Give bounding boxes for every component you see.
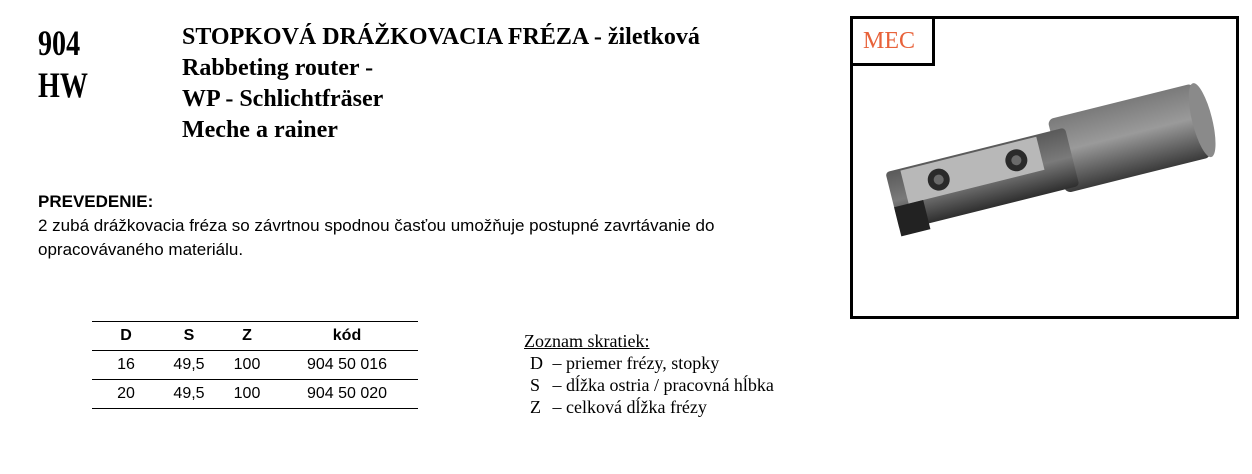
abbr-key: D — [530, 353, 543, 373]
specs-header-row — [92, 322, 418, 351]
brand-logo: MEC — [850, 16, 935, 66]
description-text: 2 zubá drážkovacia fréza so závrtnou spodnou časťou umožňuje postupné zavrtávanie do opracovávaného materiálu. — [38, 216, 715, 259]
header-z: Z — [218, 322, 276, 351]
product-titles — [182, 22, 700, 146]
cell-code: 904 50 016 — [276, 351, 418, 380]
title-ro: Meche a rainer — [182, 117, 338, 143]
cell-z: 100 — [218, 351, 276, 380]
cell-code: 904 50 020 — [276, 380, 418, 409]
description-heading: PREVEDENIE: — [38, 192, 154, 211]
abbreviations-title: Zoznam skratiek: — [524, 331, 650, 351]
product-code-number: 904 — [38, 23, 81, 63]
header-s: S — [160, 322, 218, 351]
title-en: Rabbeting router - — [182, 55, 374, 81]
cell-s: 49,5 — [160, 351, 218, 380]
abbr-key: Z — [530, 397, 541, 417]
list-item — [524, 396, 774, 418]
table-row — [92, 351, 418, 380]
cell-s: 49,5 — [160, 380, 218, 409]
specs-table — [92, 321, 418, 409]
abbr-text: – dĺžka ostria / pracovná hĺbka — [552, 375, 774, 395]
title-de: WP - Schlichtfräser — [182, 86, 384, 112]
abbr-text: – celková dĺžka frézy — [552, 397, 707, 417]
header-code: kód — [276, 322, 418, 351]
cell-d: 16 — [92, 351, 160, 380]
list-item — [524, 352, 774, 374]
list-item — [524, 374, 774, 396]
abbr-key: S — [530, 375, 541, 395]
table-row — [92, 380, 418, 409]
header-d: D — [92, 322, 160, 351]
router-bit-image — [870, 60, 1220, 270]
product-code — [38, 22, 88, 106]
product-code-suffix: HW — [38, 65, 88, 105]
abbreviations-list — [524, 330, 774, 418]
cell-z: 100 — [218, 380, 276, 409]
title-sk: STOPKOVÁ DRÁŽKOVACIA FRÉZA - žiletková — [182, 24, 700, 50]
cell-d: 20 — [92, 380, 160, 409]
abbr-text: – priemer frézy, stopky — [552, 353, 720, 373]
